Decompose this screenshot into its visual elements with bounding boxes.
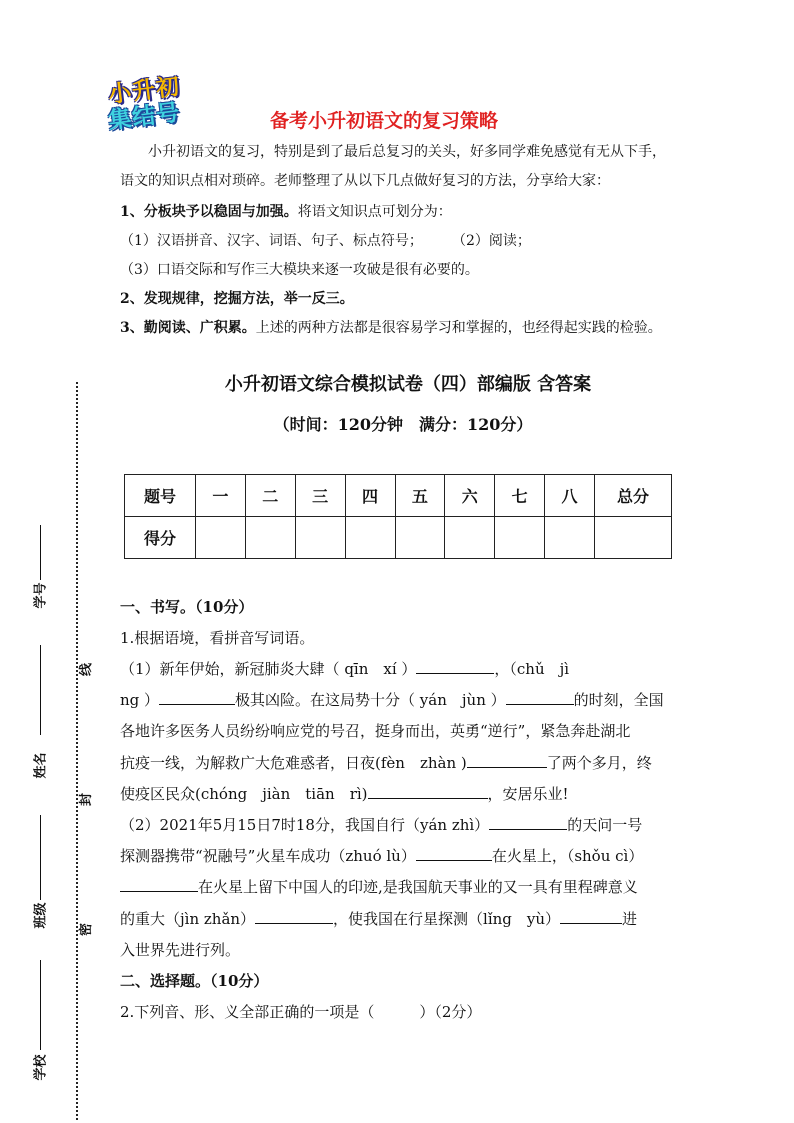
answer-blank[interactable]: [416, 659, 494, 674]
point1-rest: 将语文知识点可划分为：: [297, 204, 452, 220]
q1-line2-text-a: ng ）: [120, 691, 160, 709]
point1-bold: 1、分板块予以稳固与加强。: [120, 204, 298, 220]
q1-line2-text-c: 的时刻，全国: [573, 691, 664, 709]
answer-blank[interactable]: [159, 690, 235, 705]
q1-line4-text-b: 了两个多月，终: [546, 754, 652, 772]
q1-line6-text-b: 的天问一号: [567, 816, 643, 834]
binding-char-feng: 封: [79, 792, 95, 807]
name-blank: [40, 645, 41, 735]
point1-item1: （1）汉语拼音、汉字、词语、句子、标点符号；: [120, 233, 423, 249]
strategy-point2: 2、发现规律，挖掘方法，举一反三。: [120, 291, 354, 307]
score-header-cell: 六: [445, 475, 495, 517]
strategy-para2: 语文的知识点相对琐碎。老师整理了从以下几点做好复习的方法，分享给大家：: [120, 173, 610, 189]
question-1: 1.根据语境，看拼音写词语。: [120, 629, 315, 647]
score-cell: [495, 517, 545, 559]
q1-line9-text-a: 的重大（jìn zhǎn）: [120, 910, 256, 928]
strategy-para1: 小升初语文的复习，特别是到了最后总复习的关头，好多同学难免感觉有无从下手，: [148, 144, 666, 160]
point1-item2: （2）阅读；: [452, 233, 531, 249]
score-header-cell: 四: [345, 475, 395, 517]
score-header-cell: 题号: [125, 475, 196, 517]
score-cell: [245, 517, 295, 559]
q1-line7-text-a: 探测器携带“祝融号”火星车成功（zhuó lù）: [120, 847, 416, 865]
score-table: [124, 474, 672, 559]
q1-line8: [120, 876, 638, 898]
exam-title: 小升初语文综合模拟试卷（四）部编版 含答案: [224, 374, 592, 395]
answer-blank[interactable]: [416, 846, 492, 861]
q1-line6-text-a: （2）2021年5月15日7时18分，我国自行（yán zhì）: [120, 816, 490, 834]
question-2: 2.下列音、形、义全部正确的一项是（ ）（2分）: [120, 1003, 482, 1021]
label-name: 姓名: [33, 752, 49, 779]
score-header-cell: 五: [395, 475, 445, 517]
exam-subtitle: （时间：120分钟 满分：120分）: [273, 415, 533, 434]
score-cell: [595, 517, 672, 559]
binding-char-mi: 密: [79, 922, 95, 937]
score-cell: [345, 517, 395, 559]
score-cell: [196, 517, 246, 559]
section2-heading: 二、选择题。（10分）: [120, 972, 269, 990]
score-header-cell: 八: [545, 475, 595, 517]
q1-line2: [120, 689, 664, 711]
q1-line9-text-c: 进: [622, 910, 638, 928]
answer-blank[interactable]: [467, 753, 547, 768]
q1-line1: [120, 658, 569, 680]
q1-line4: [120, 752, 652, 774]
answer-blank[interactable]: [368, 784, 488, 799]
q1-line2-text-b: 极其凶险。在这局势十分（ yán jùn ）: [235, 691, 506, 709]
q1-line1-text-b: ，（chǔ jì: [494, 660, 570, 678]
logo-line1: 小升初: [106, 73, 182, 109]
score-header-cell: 二: [245, 475, 295, 517]
section1-heading: 一、书写。（10分）: [120, 598, 254, 616]
score-cell: [545, 517, 595, 559]
answer-blank[interactable]: [489, 815, 567, 830]
q1-line3: 各地许多医务人员纷纷响应党的号召，挺身而出，英勇“逆行”，紧急奔赴湖北: [120, 722, 631, 740]
q1-line9-text-b: ，使我国在行星探测（lǐng yù）: [333, 910, 561, 928]
label-school: 学校: [33, 1054, 49, 1081]
score-row-label: 得分: [125, 517, 196, 559]
answer-blank[interactable]: [120, 877, 198, 892]
strategy-title: 备考小升初语文的复习策略: [270, 110, 499, 132]
school-blank: [40, 960, 41, 1050]
score-cell: [295, 517, 345, 559]
q1-line5-text-a: 使疫区民众(chóng jiàn tiān rì): [120, 785, 368, 803]
point3-rest: 上述的两种方法都是很容易学习和掌握的，也经得起实践的检验。: [255, 320, 662, 336]
q1-line7: [120, 845, 643, 867]
binding-char-xian: 线: [79, 662, 95, 677]
q1-line4-text-a: 抗疫一线，为解救广大危难惑者，日夜(fèn zhàn ): [120, 754, 467, 772]
score-table-score-row: [125, 517, 672, 559]
q1-line9: [120, 908, 637, 930]
logo-line2: 集结号: [106, 99, 182, 135]
strategy-point3: [120, 318, 662, 338]
score-header-cell: 三: [295, 475, 345, 517]
score-cell: [445, 517, 495, 559]
logo: [104, 70, 208, 135]
q1-line5: [120, 783, 569, 805]
score-header-cell: 一: [196, 475, 246, 517]
score-table-header-row: [125, 475, 672, 517]
answer-blank[interactable]: [560, 909, 622, 924]
answer-blank[interactable]: [506, 690, 574, 705]
q1-line6: [120, 814, 642, 836]
student-id-blank: [40, 525, 41, 580]
score-header-cell: 七: [495, 475, 545, 517]
score-header-cell: 总分: [595, 475, 672, 517]
answer-blank[interactable]: [255, 909, 333, 924]
q1-line1-text-a: （1）新年伊始，新冠肺炎大肆（ qīn xí ）: [120, 660, 417, 678]
q1-line8-text: 在火星上留下中国人的印迹,是我国航天事业的又一具有里程碑意义: [198, 878, 638, 896]
label-class: 班级: [33, 902, 49, 929]
label-student-id: 学号: [33, 582, 49, 609]
q1-line10: 入世界先进行列。: [120, 941, 241, 959]
point1-item3: （3）口语交际和写作三大模块来逐一攻破是很有必要的。: [120, 262, 479, 278]
score-cell: [395, 517, 445, 559]
q1-line5-text-b: ，安居乐业!: [487, 785, 569, 803]
point3-bold: 3、勤阅读、广积累。: [120, 320, 256, 336]
q1-line7-text-b: 在火星上，（shǒu cì）: [491, 847, 644, 865]
class-blank: [40, 815, 41, 900]
binding-dotted-line: [76, 382, 78, 1120]
strategy-point1: [120, 202, 452, 222]
